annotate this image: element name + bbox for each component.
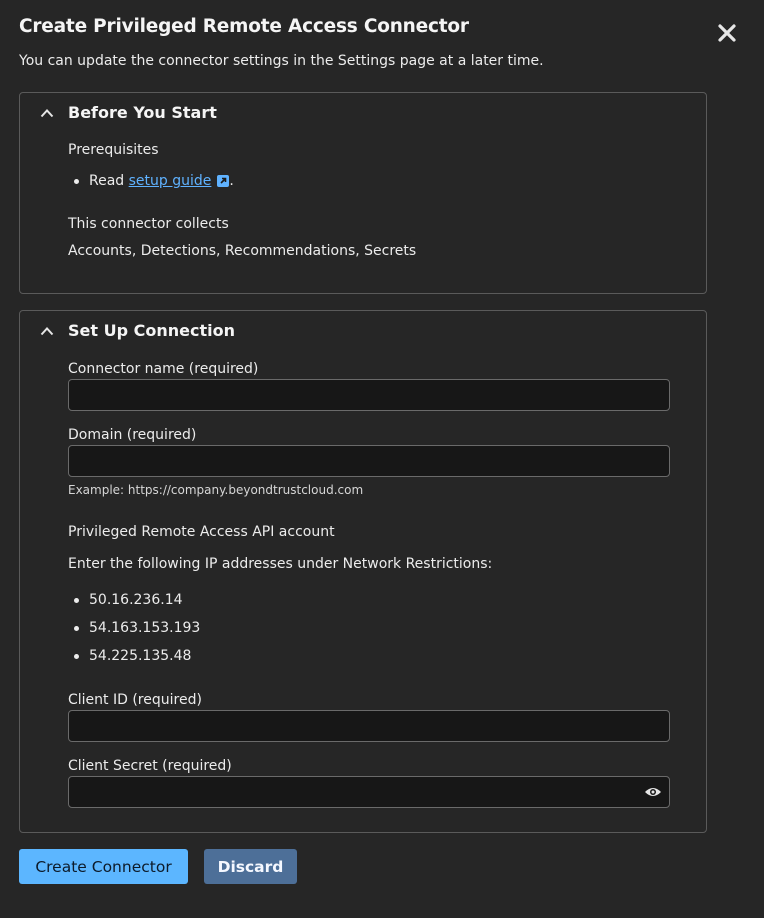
- eye-icon[interactable]: [644, 785, 662, 799]
- bullet-dot: [74, 179, 79, 184]
- chevron-up-icon: [40, 326, 54, 336]
- client-secret-input[interactable]: [68, 776, 670, 808]
- dialog-subtitle: You can update the connector settings in the Settings page at a later time.: [19, 53, 544, 69]
- ip-address: 50.16.236.14: [89, 592, 183, 608]
- prerequisite-item: [68, 173, 234, 189]
- ip-list-item: [68, 620, 200, 636]
- ip-address: 54.225.135.48: [89, 648, 192, 664]
- api-account-label: Privileged Remote Access API account: [68, 524, 335, 540]
- prerequisites-label: Prerequisites: [68, 142, 159, 158]
- setup-connection-panel: [19, 310, 707, 833]
- ip-list-item: [68, 592, 183, 608]
- create-connector-button[interactable]: Create Connector: [19, 849, 188, 884]
- ip-address: 54.163.153.193: [89, 620, 201, 636]
- setup-guide-link[interactable]: setup guide: [128, 173, 212, 189]
- discard-button[interactable]: Discard: [204, 849, 297, 884]
- before-you-start-heading: Before You Start: [68, 103, 217, 122]
- connector-name-label: Connector name (required): [68, 361, 259, 377]
- domain-hint: Example: https://company.beyondtrustcloud.com: [68, 483, 364, 497]
- external-link-icon[interactable]: [217, 175, 229, 187]
- ip-instructions: Enter the following IP addresses under Network Restrictions:: [68, 556, 493, 572]
- ip-list-item: [68, 648, 191, 664]
- connector-name-input[interactable]: [68, 379, 670, 411]
- close-icon[interactable]: [716, 22, 738, 44]
- setup-connection-heading: Set Up Connection: [68, 321, 235, 340]
- collects-label: This connector collects: [68, 216, 229, 232]
- client-id-input[interactable]: [68, 710, 670, 742]
- client-id-label: Client ID (required): [68, 692, 202, 708]
- bullet-dot: [74, 598, 79, 603]
- before-you-start-panel: [19, 92, 707, 294]
- bullet-dot: [74, 654, 79, 659]
- collects-value: Accounts, Detections, Recommendations, Secrets: [68, 243, 417, 259]
- read-suffix: .: [229, 173, 234, 189]
- domain-label: Domain (required): [68, 427, 197, 443]
- before-you-start-toggle[interactable]: [40, 103, 217, 122]
- read-prefix: Read: [89, 173, 125, 189]
- dialog-title: Create Privileged Remote Access Connector: [19, 16, 469, 37]
- setup-connection-toggle[interactable]: [40, 321, 235, 340]
- bullet-dot: [74, 626, 79, 631]
- domain-input[interactable]: [68, 445, 670, 477]
- chevron-up-icon: [40, 108, 54, 118]
- client-secret-label: Client Secret (required): [68, 758, 232, 774]
